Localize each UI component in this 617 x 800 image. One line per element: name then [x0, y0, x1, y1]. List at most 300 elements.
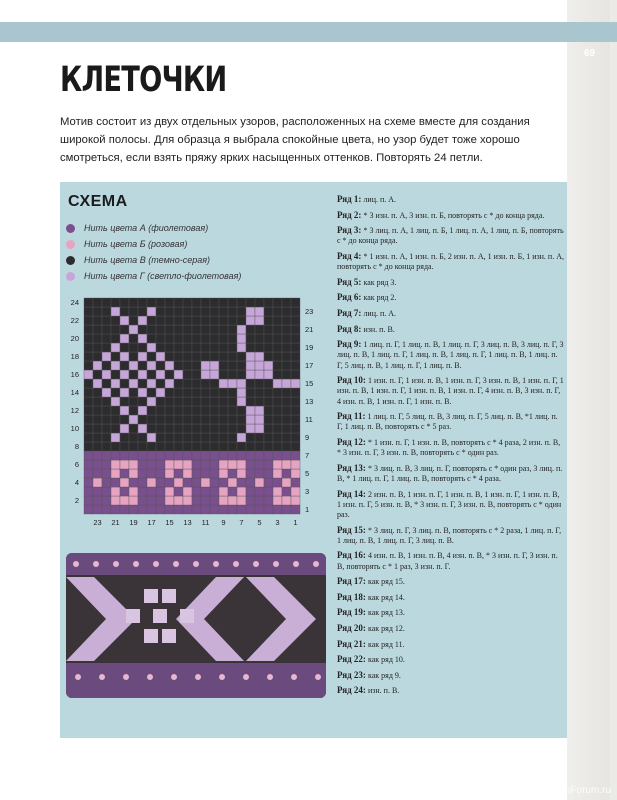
- chart-cell: [102, 433, 111, 442]
- chart-cell: [228, 370, 237, 379]
- chart-cell: [84, 352, 93, 361]
- row-instruction: [337, 607, 565, 618]
- chart-cell: [183, 469, 192, 478]
- chart-cell: [120, 424, 129, 433]
- chart-cell: [219, 406, 228, 415]
- chart-cell: [84, 460, 93, 469]
- row-text: лиц. п. А.: [363, 308, 397, 318]
- chart-cell: [192, 388, 201, 397]
- chart-cell: [273, 343, 282, 352]
- chart-cell: [201, 361, 210, 370]
- chart-cell: [165, 469, 174, 478]
- chart-cell: [282, 298, 291, 307]
- chart-cell: [192, 325, 201, 334]
- chart-cell: [192, 424, 201, 433]
- row-label: Ряд 16:: [337, 550, 366, 561]
- chart-cell: [156, 352, 165, 361]
- legend-item: [66, 220, 241, 236]
- chart-cell: [282, 388, 291, 397]
- chart-cell: [156, 388, 165, 397]
- row-label: Ряд 14:: [337, 488, 366, 499]
- row-instruction: [337, 576, 565, 587]
- chart-cell: [183, 406, 192, 415]
- chart-cell: [291, 343, 300, 352]
- chart-cell: [183, 487, 192, 496]
- chart-cell: [183, 298, 192, 307]
- chart-cell: [147, 298, 156, 307]
- chart-axis-label: 11: [201, 518, 210, 527]
- chart-cell: [138, 433, 147, 442]
- chart-cell: [273, 307, 282, 316]
- legend-label: Нить цвета А (фиолетовая): [84, 223, 209, 233]
- chart-cell: [165, 433, 174, 442]
- chart-axis-label: 9: [221, 518, 226, 527]
- chart-cell: [174, 496, 183, 505]
- chart-cell: [156, 343, 165, 352]
- chart-cell: [156, 487, 165, 496]
- chart-cell: [174, 298, 183, 307]
- chart-cell: [84, 379, 93, 388]
- chart-cell: [120, 442, 129, 451]
- chart-cell: [138, 298, 147, 307]
- chart-cell: [138, 415, 147, 424]
- chart-cell: [183, 424, 192, 433]
- row-text: 1 изн. п. Г, 1 изн. п. В, 1 изн. п. Г, 3 изн. п. В, 1 изн. п. Г, 1 изн. п. В, 1 изн. п. Г, 1 изн. п. В, 1 изн. п. Г, 4 изн. п. В, 3 изн. п. Г, 4 изн. п. В, 1 изн. п. Г, 1 изн. п. В.: [337, 376, 564, 406]
- chart-cell: [156, 316, 165, 325]
- chart-cell: [84, 415, 93, 424]
- chart-cell: [192, 505, 201, 514]
- chart-cell: [237, 379, 246, 388]
- chart-cell: [291, 316, 300, 325]
- chart-cell: [201, 307, 210, 316]
- chart-axis-label: 23: [305, 307, 314, 316]
- chart-cell: [174, 388, 183, 397]
- legend-label: Нить цвета Б (розовая): [84, 239, 188, 249]
- chart-cell: [174, 361, 183, 370]
- chart-cell: [129, 424, 138, 433]
- legend-color-swatch: [66, 240, 75, 249]
- chart-cell: [246, 370, 255, 379]
- chart-cell: [174, 451, 183, 460]
- chart-cell: [282, 424, 291, 433]
- chart-cell: [219, 316, 228, 325]
- chart-cell: [255, 469, 264, 478]
- chart-cell: [111, 406, 120, 415]
- chart-cell: [156, 451, 165, 460]
- row-text: лиц. п. А.: [363, 195, 397, 204]
- chart-cell: [138, 478, 147, 487]
- chart-cell: [93, 298, 102, 307]
- chart-cell: [93, 343, 102, 352]
- scheme-panel: [60, 182, 567, 738]
- chart-cell: [183, 460, 192, 469]
- chart-cell: [291, 460, 300, 469]
- row-label: Ряд 19:: [337, 607, 366, 618]
- chart-cell: [210, 451, 219, 460]
- chart-cell: [174, 505, 183, 514]
- chart-cell: [93, 361, 102, 370]
- chart-cell: [228, 487, 237, 496]
- chart-cell: [255, 433, 264, 442]
- chart-cell: [129, 298, 138, 307]
- chart-cell: [120, 361, 129, 370]
- chart-cell: [111, 298, 120, 307]
- chart-cell: [291, 325, 300, 334]
- chart-cell: [291, 487, 300, 496]
- chart-cell: [210, 406, 219, 415]
- chart-cell: [201, 496, 210, 505]
- chart-cell: [102, 424, 111, 433]
- chart-cell: [147, 388, 156, 397]
- chart-cell: [93, 325, 102, 334]
- chart-cell: [120, 307, 129, 316]
- chart-cell: [282, 505, 291, 514]
- chart-cell: [228, 496, 237, 505]
- chart-cell: [264, 298, 273, 307]
- row-label: Ряд 18:: [337, 591, 366, 602]
- row-text: как ряд 2.: [363, 293, 397, 303]
- chart-axis-label: 16: [70, 370, 79, 379]
- row-instruction: [337, 623, 565, 634]
- chart-cell: [246, 397, 255, 406]
- chart-cell: [93, 451, 102, 460]
- chart-cell: [219, 478, 228, 487]
- chart-cell: [156, 469, 165, 478]
- chart-cell: [165, 442, 174, 451]
- row-label: Ряд 2:: [337, 209, 362, 220]
- chart-cell: [282, 478, 291, 487]
- chart-cell: [246, 343, 255, 352]
- chart-cell: [228, 478, 237, 487]
- chart-cell: [219, 433, 228, 442]
- chart-cell: [93, 424, 102, 433]
- chart-cell: [210, 469, 219, 478]
- chart-cell: [156, 397, 165, 406]
- chart-cell: [84, 424, 93, 433]
- chart-cell: [237, 496, 246, 505]
- chart-cell: [111, 316, 120, 325]
- chart-cell: [84, 406, 93, 415]
- chart-cell: [111, 469, 120, 478]
- chart-cell: [201, 442, 210, 451]
- chart-cell: [147, 469, 156, 478]
- chart-cell: [111, 307, 120, 316]
- chart-cell: [165, 478, 174, 487]
- chart-cell: [237, 451, 246, 460]
- chart-cell: [138, 370, 147, 379]
- chart-cell: [84, 343, 93, 352]
- chart-cell: [201, 415, 210, 424]
- chart-cell: [219, 505, 228, 514]
- chart-cell: [237, 505, 246, 514]
- chart-cell: [147, 433, 156, 442]
- chart-cell: [129, 442, 138, 451]
- row-label: Ряд 3:: [337, 225, 362, 236]
- row-label: Ряд 5:: [337, 276, 362, 287]
- chart-cell: [282, 379, 291, 388]
- chart-cell: [237, 370, 246, 379]
- chart-cell: [273, 406, 282, 415]
- row-text: 1 лиц. п. Г, 1 лиц. п. В, 1 лиц. п. Г, 3 лиц. п. В, 3 лиц. п. Г, 3 лиц. п. В, 1 лиц. п. Г, 1 лиц. п. В, 1 лиц. п. Г, 1 лиц. п. В, 1 лиц. п. Г, 5 лиц. п. В, 1 лиц. п. Г, 1 лиц. п. В.: [337, 340, 564, 370]
- chart-cell: [84, 397, 93, 406]
- chart-cell: [84, 487, 93, 496]
- row-instruction: [337, 375, 565, 407]
- chart-cell: [210, 415, 219, 424]
- chart-cell: [84, 298, 93, 307]
- row-text: изн. п. В.: [363, 324, 395, 334]
- chart-cell: [138, 316, 147, 325]
- chart-cell: [93, 379, 102, 388]
- chart-cell: [273, 487, 282, 496]
- chart-cell: [120, 505, 129, 514]
- chart-cell: [120, 496, 129, 505]
- row-instruction: [337, 525, 565, 546]
- chart-cell: [255, 451, 264, 460]
- chart-cell: [255, 361, 264, 370]
- chart-cell: [237, 460, 246, 469]
- chart-cell: [210, 496, 219, 505]
- chart-cell: [255, 478, 264, 487]
- watermark: PassionForum.ru: [534, 785, 611, 796]
- chart-cell: [138, 442, 147, 451]
- chart-cell: [147, 397, 156, 406]
- chart-cell: [102, 505, 111, 514]
- chart-cell: [282, 370, 291, 379]
- chart-cell: [228, 442, 237, 451]
- row-label: Ряд 12:: [337, 436, 366, 447]
- chart-cell: [120, 433, 129, 442]
- scheme-left-column: [60, 182, 328, 738]
- chart-cell: [201, 298, 210, 307]
- chart-cell: [201, 352, 210, 361]
- chart-axis-label: 6: [74, 460, 79, 469]
- chart-cell: [138, 424, 147, 433]
- chart-cell: [111, 478, 120, 487]
- chart-cell: [102, 307, 111, 316]
- chart-cell: [237, 334, 246, 343]
- chart-axis-label: 10: [70, 424, 79, 433]
- chart-cell: [291, 370, 300, 379]
- chart-cell: [246, 460, 255, 469]
- chart-cell: [282, 343, 291, 352]
- chart-cell: [291, 415, 300, 424]
- chart-cell: [273, 460, 282, 469]
- chart-cell: [210, 460, 219, 469]
- chart-cell: [165, 334, 174, 343]
- chart-cell: [237, 478, 246, 487]
- chart-cell: [183, 397, 192, 406]
- chart-cell: [273, 352, 282, 361]
- row-label: Ряд 20:: [337, 622, 366, 633]
- chart-cell: [237, 433, 246, 442]
- chart-axis-label: 20: [70, 334, 79, 343]
- chart-cell: [210, 397, 219, 406]
- row-instruction: [337, 251, 565, 272]
- chart-cell: [147, 343, 156, 352]
- chart-cell: [246, 307, 255, 316]
- chart-cell: [147, 370, 156, 379]
- intro-paragraph: Мотив состоит из двух отдельных узоров, расположенных на схеме вместе для создания широкой полосы. Для образца я выбрала спокойные цвета, но узор будет тоже хорошо смотреться, если взять пряжу ярких насыщенных оттенков. Повторять 24 петли.: [60, 116, 530, 164]
- chart-axis-label: 17: [147, 518, 156, 527]
- chart-cell: [183, 316, 192, 325]
- chart-cell: [165, 379, 174, 388]
- chart-cell: [111, 415, 120, 424]
- chart-cell: [246, 424, 255, 433]
- chart-cell: [210, 433, 219, 442]
- row-label: Ряд 13:: [337, 462, 366, 473]
- chart-cell: [264, 496, 273, 505]
- chart-cell: [156, 424, 165, 433]
- chart-cell: [246, 406, 255, 415]
- chart-cell: [282, 469, 291, 478]
- row-instruction: [337, 411, 565, 432]
- chart-cell: [129, 379, 138, 388]
- chart-cell: [102, 316, 111, 325]
- chart-cell: [120, 397, 129, 406]
- chart-cell: [120, 451, 129, 460]
- chart-cell: [219, 469, 228, 478]
- chart-cell: [219, 451, 228, 460]
- chart-cell: [156, 433, 165, 442]
- chart-cell: [165, 361, 174, 370]
- chart-cell: [264, 343, 273, 352]
- chart-cell: [246, 334, 255, 343]
- chart-cell: [282, 406, 291, 415]
- chart-cell: [174, 433, 183, 442]
- chart-cell: [201, 316, 210, 325]
- row-instruction: [337, 463, 565, 484]
- chart-cell: [291, 442, 300, 451]
- chart-cell: [138, 496, 147, 505]
- chart-cell: [282, 442, 291, 451]
- chart-cell: [201, 388, 210, 397]
- chart-axis-label: 3: [305, 487, 310, 496]
- row-text: как ряд 11.: [367, 639, 405, 649]
- chart-cell: [264, 307, 273, 316]
- chart-cell: [210, 487, 219, 496]
- chart-cell: [156, 505, 165, 514]
- chart-cell: [93, 433, 102, 442]
- chart-cell: [102, 487, 111, 496]
- chart-cell: [219, 379, 228, 388]
- chart-cell: [228, 424, 237, 433]
- chart-cell: [111, 424, 120, 433]
- chart-cell: [102, 325, 111, 334]
- chart-cell: [264, 361, 273, 370]
- chart-cell: [165, 325, 174, 334]
- chart-cell: [138, 334, 147, 343]
- chart-cell: [138, 388, 147, 397]
- row-text: как ряд 14.: [367, 592, 405, 602]
- chart-cell: [255, 343, 264, 352]
- chart-cell: [129, 325, 138, 334]
- chart-axis-label: 2: [74, 496, 79, 505]
- chart-cell: [291, 388, 300, 397]
- row-label: Ряд 21:: [337, 638, 366, 649]
- chart-cell: [273, 496, 282, 505]
- chart-cell: [138, 406, 147, 415]
- chart-cell: [120, 406, 129, 415]
- chart-cell: [138, 379, 147, 388]
- chart-cell: [228, 460, 237, 469]
- chart-cell: [84, 469, 93, 478]
- chart-cell: [282, 361, 291, 370]
- chart-cell: [246, 478, 255, 487]
- chart-cell: [165, 352, 174, 361]
- chart-cell: [219, 388, 228, 397]
- chart-axis-label: 23: [93, 518, 102, 527]
- chart-axis-label: 1: [293, 518, 298, 527]
- chart-cell: [174, 334, 183, 343]
- chart-cell: [255, 334, 264, 343]
- chart-cell: [228, 388, 237, 397]
- chart-cell: [102, 379, 111, 388]
- chart-cell: [147, 379, 156, 388]
- chart-cell: [111, 334, 120, 343]
- chart-cell: [84, 505, 93, 514]
- page-number: 69: [584, 48, 596, 59]
- chart-cell: [120, 469, 129, 478]
- chart-cell: [147, 442, 156, 451]
- chart-cell: [138, 325, 147, 334]
- chart-cell: [228, 361, 237, 370]
- row-instruction: [337, 592, 565, 603]
- row-instruction: [337, 670, 565, 681]
- chart-axis-label: 19: [129, 518, 138, 527]
- chart-cell: [192, 352, 201, 361]
- chart-cell: [147, 415, 156, 424]
- chart-cell: [291, 397, 300, 406]
- chart-cell: [219, 460, 228, 469]
- chart-cell: [165, 451, 174, 460]
- chart-cell: [201, 433, 210, 442]
- chart-cell: [291, 361, 300, 370]
- chart-cell: [93, 397, 102, 406]
- row-text: * 1 изн. п. А, 1 изн. п. Б, 2 изн. п. А, 1 изн. п. Б, 1 изн. п. А, повторять с * до конца ряда.: [337, 251, 564, 272]
- row-instruction: [337, 308, 565, 319]
- chart-axis-label: 7: [239, 518, 244, 527]
- chart-cell: [174, 397, 183, 406]
- chart-cell: [201, 505, 210, 514]
- chart-cell: [246, 442, 255, 451]
- row-instruction: [337, 292, 565, 303]
- chart-axis-label: 17: [305, 361, 314, 370]
- chart-cell: [129, 433, 138, 442]
- chart-cell: [246, 298, 255, 307]
- chart-cell: [156, 307, 165, 316]
- chart-cell: [237, 424, 246, 433]
- chart-cell: [273, 469, 282, 478]
- legend-item: [66, 236, 241, 252]
- section-title: ПОЛОСЫ ФЭР-АЙЛ: [445, 48, 549, 59]
- row-label: Ряд 22:: [337, 654, 366, 665]
- chart-cell: [192, 478, 201, 487]
- chart-cell: [192, 415, 201, 424]
- chart-cell: [273, 451, 282, 460]
- chart-cell: [228, 397, 237, 406]
- chart-cell: [273, 334, 282, 343]
- chart-cell: [84, 370, 93, 379]
- chart-cell: [237, 361, 246, 370]
- chart-cell: [282, 397, 291, 406]
- chart-cell: [210, 505, 219, 514]
- chart-cell: [84, 388, 93, 397]
- chart-cell: [183, 478, 192, 487]
- scheme-title: СХЕМА: [68, 193, 128, 210]
- chart-cell: [156, 415, 165, 424]
- chart-cell: [237, 298, 246, 307]
- chart-cell: [84, 442, 93, 451]
